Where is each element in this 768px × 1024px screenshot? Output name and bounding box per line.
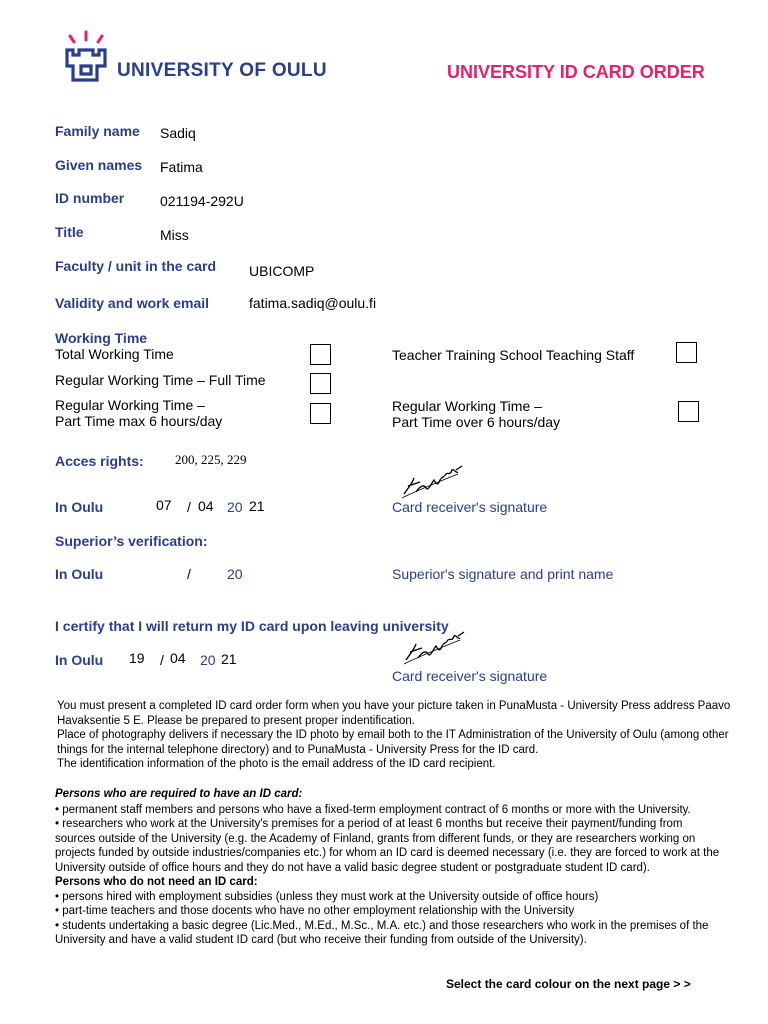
- regular-full-time-label: Regular Working Time – Full Time: [55, 372, 266, 388]
- required-item: • researchers who work at the University's premises for a period of at least 6 months but receive their payment/funding from sources outside of the University (e.g. the Academy of Finland, grants from different funds, or they are researchers working on projects funded by outside industries/companies etc.) for whom an ID card is deemed necessary (i.e. they are forced to work at the University outside of office hours and they do not have a valid basic degree student or postgraduate student ID card).: [55, 818, 720, 874]
- certify-month: 04: [170, 650, 186, 666]
- info-paragraph-2: Place of photography delivers if necessary the ID photo by email both to the IT Administration of the University of Oulu (among other things for the internal telephone directory) and to PunaMusta - University Press for the ID card.: [57, 729, 729, 756]
- superior-signature-label: Superior's signature and print name: [392, 566, 614, 582]
- receiver-century: 20: [227, 499, 243, 515]
- given-names-value: Fatima: [160, 159, 203, 175]
- faculty-label: Faculty / unit in the card: [55, 258, 217, 274]
- part-time-over-checkbox[interactable]: [678, 401, 699, 422]
- not-required-item: • persons hired with employment subsidies (unless they must work at the University outside of office hours): [55, 890, 599, 903]
- family-name-label: Family name: [55, 123, 140, 139]
- superior-century: 20: [227, 566, 243, 582]
- receiver-separator: /: [187, 499, 191, 515]
- title-label: Title: [55, 224, 84, 240]
- part-time-over-label-line1: Regular Working Time –: [392, 398, 542, 414]
- info-paragraph-3: The identification information of the photo is the email address of the ID card recipient.: [57, 758, 496, 770]
- certify-separator: /: [160, 652, 164, 668]
- total-working-time-label: Total Working Time: [55, 346, 174, 362]
- total-working-time-checkbox[interactable]: [310, 344, 331, 365]
- receiver-month: 04: [198, 498, 214, 514]
- working-time-heading: Working Time: [55, 330, 148, 346]
- certify-day: 19: [129, 650, 145, 666]
- not-required-heading: Persons who do not need an ID card:: [55, 876, 258, 888]
- superior-separator: /: [187, 566, 191, 582]
- email-value: fatima.sadiq@oulu.fi: [249, 295, 377, 311]
- id-number-value: 021194-292U: [160, 193, 244, 209]
- receiver-year: 21: [249, 498, 265, 514]
- receiver-signature-label: Card receiver's signature: [392, 499, 548, 515]
- required-heading: Persons who are required to have an ID card:: [55, 788, 303, 800]
- required-item: • permanent staff members and persons who have a fixed-term employment contract of 6 months or more with the University.: [55, 803, 691, 816]
- id-requirements-section: [55, 787, 725, 948]
- part-time-max-label-line1: Regular Working Time –: [55, 397, 205, 413]
- teacher-staff-label: Teacher Training School Teaching Staff: [392, 347, 635, 363]
- teacher-staff-checkbox[interactable]: [676, 342, 697, 363]
- castle-logo-icon: [64, 30, 108, 82]
- id-number-label: ID number: [55, 190, 125, 206]
- receiver-day: 07: [156, 497, 172, 513]
- part-time-over-label-line2: Part Time over 6 hours/day: [392, 414, 561, 430]
- next-page-note: Select the card colour on the next page > >: [446, 977, 691, 991]
- email-label: Validity and work email: [55, 295, 210, 311]
- family-name-value: Sadiq: [160, 125, 196, 141]
- given-names-label: Given names: [55, 157, 143, 173]
- info-paragraph-1: You must present a completed ID card order form when you have your picture taken in PunaMusta - University Press address Paavo Havaksentie 5 E. Please be prepared to present proper indentification.: [57, 700, 731, 727]
- page-title: UNIVERSITY ID CARD ORDER: [447, 62, 705, 82]
- part-time-max-checkbox[interactable]: [310, 403, 331, 424]
- not-required-item: • students undertaking a basic degree (Lic.Med., M.Ed., M.Sc., M.A. etc.) and those researchers who work in the premises of the University and have a valid student ID card (but who receive their funding from outside of the University).: [55, 919, 709, 946]
- not-required-item: • part-time teachers and those docents who have no other employment relationship with the University: [55, 905, 575, 917]
- certify-signature-icon: [400, 630, 472, 670]
- certify-century: 20: [200, 652, 216, 668]
- receiver-place: In Oulu: [55, 499, 104, 515]
- regular-full-time-checkbox[interactable]: [310, 373, 331, 394]
- receiver-signature-icon: [398, 464, 470, 504]
- superior-place: In Oulu: [55, 566, 104, 582]
- part-time-max-label-line2: Part Time max 6 hours/day: [55, 413, 223, 429]
- certify-place: In Oulu: [55, 652, 104, 668]
- certify-signature-label: Card receiver's signature: [392, 668, 548, 684]
- certify-year: 21: [221, 651, 237, 667]
- logo-wordmark: UNIVERSITY OF OULU: [117, 60, 327, 81]
- superior-verification-heading: Superior’s verification:: [55, 533, 208, 549]
- faculty-value: UBICOMP: [249, 263, 315, 279]
- info-section: [57, 699, 737, 772]
- title-value: Miss: [160, 227, 189, 243]
- certify-statement: I certify that I will return my ID card upon leaving university: [55, 618, 449, 634]
- access-rights-value: 200, 225, 229: [175, 452, 247, 467]
- access-rights-label: Acces rights:: [55, 453, 144, 469]
